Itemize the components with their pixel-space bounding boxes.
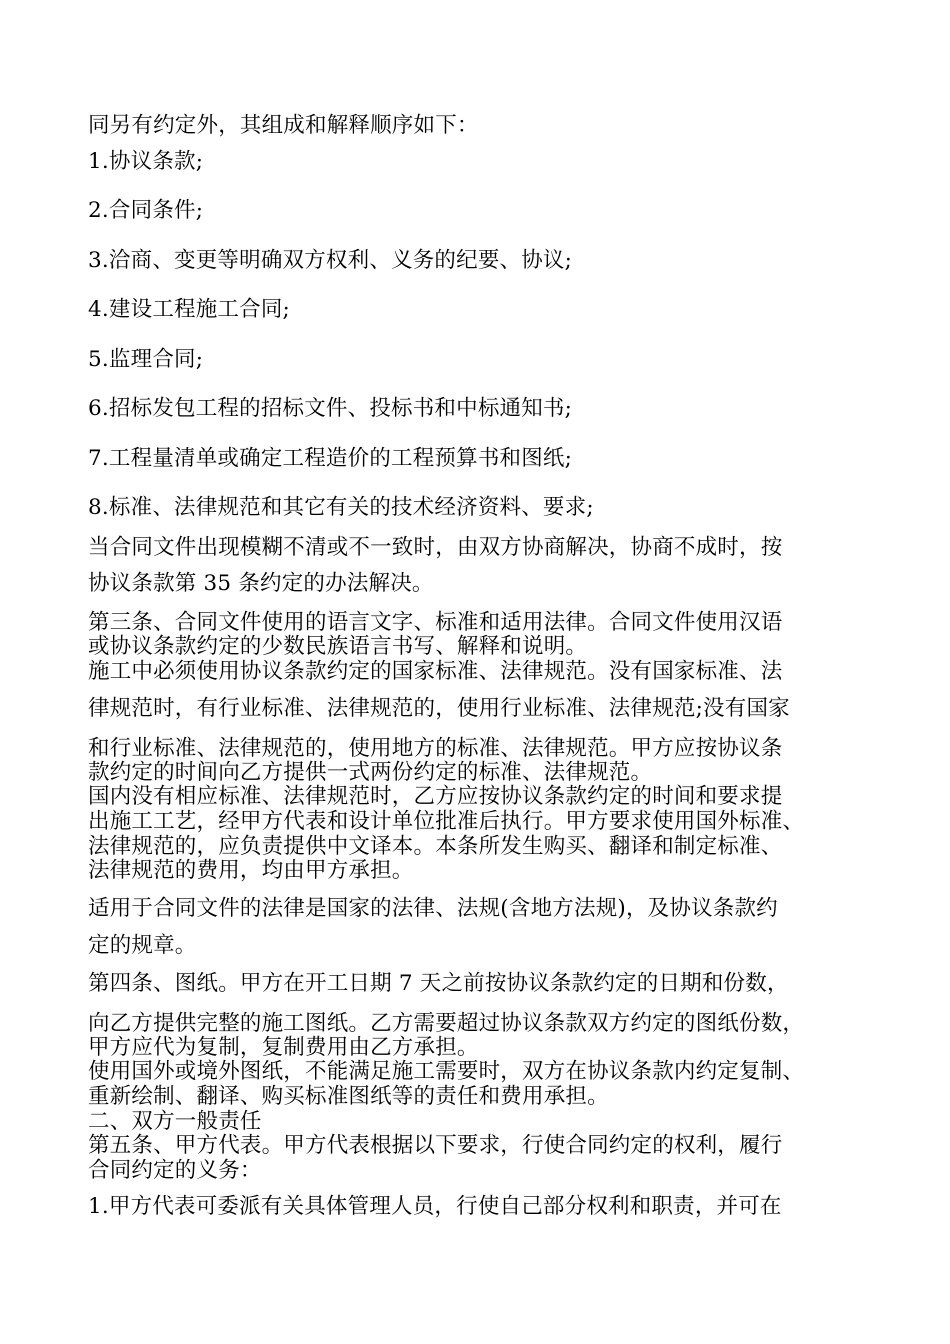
text-line: 合同约定的义务： bbox=[88, 1158, 262, 1183]
text-line: 定的规章。 bbox=[88, 933, 197, 958]
text-line: 第三条、合同文件使用的语言文字、标准和适用法律。合同文件使用汉语 bbox=[88, 610, 783, 635]
text-line: 国内没有相应标准、法律规范时，乙方应按协议条款约定的时间和要求提 bbox=[88, 784, 783, 809]
text-line: 甲方应代为复制，复制费用由乙方承担。 bbox=[88, 1035, 479, 1060]
section-heading: 二、双方一般责任 bbox=[88, 1109, 262, 1134]
text-line: 款约定的时间向乙方提供一式两份约定的标准、法律规范。 bbox=[88, 760, 653, 785]
text-line: 出施工工艺，经甲方代表和设计单位批准后执行。甲方要求使用国外标准、 bbox=[88, 809, 805, 834]
text-line: 重新绘制、翻译、购买标准图纸等的责任和费用承担。 bbox=[88, 1084, 609, 1109]
text-line: 5.监理合同; bbox=[88, 347, 204, 372]
text-line: 第四条、图纸。甲方在开工日期 7 天之前按协议条款约定的日期和份数， bbox=[88, 971, 789, 996]
text-line: 1.协议条款; bbox=[88, 149, 204, 174]
text-line: 和行业标准、法律规范的，使用地方的标准、法律规范。甲方应按协议条 bbox=[88, 736, 783, 761]
text-line: 同另有约定外，其组成和解释顺序如下： bbox=[88, 113, 479, 138]
text-line: 向乙方提供完整的施工图纸。乙方需要超过协议条款双方约定的图纸份数， bbox=[88, 1011, 805, 1036]
text-line: 法律规范的，应负责提供中文译本。本条所发生购买、翻译和制定标准、 bbox=[88, 834, 783, 859]
text-line: 法律规范的费用，均由甲方承担。 bbox=[88, 858, 414, 883]
text-line: 1.甲方代表可委派有关具体管理人员，行使自己部分权利和职责，并可在 bbox=[88, 1194, 782, 1219]
text-line: 适用于合同文件的法律是国家的法律、法规(含地方法规)，及协议条款约 bbox=[88, 896, 778, 921]
text-line: 施工中必须使用协议条款约定的国家标准、法律规范。没有国家标准、法 bbox=[88, 659, 783, 684]
text-line: 7.工程量清单或确定工程造价的工程预算书和图纸; bbox=[88, 446, 573, 471]
text-line: 当合同文件出现模糊不清或不一致时，由双方协商解决，协商不成时，按 bbox=[88, 535, 783, 560]
text-line: 或协议条款约定的少数民族语言书写、解释和说明。 bbox=[88, 634, 588, 659]
text-line: 3.洽商、变更等明确双方权利、义务的纪要、协议; bbox=[88, 248, 573, 273]
text-line: 2.合同条件; bbox=[88, 198, 204, 223]
text-line: 第五条、甲方代表。甲方代表根据以下要求，行使合同约定的权利，履行 bbox=[88, 1133, 783, 1158]
text-line: 律规范时，有行业标准、法律规范的，使用行业标准、法律规范;没有国家 bbox=[88, 696, 790, 721]
text-line: 6.招标发包工程的招标文件、投标书和中标通知书; bbox=[88, 396, 573, 421]
text-line: 4.建设工程施工合同; bbox=[88, 297, 290, 322]
text-line: 协议条款第 35 条约定的办法解决。 bbox=[88, 571, 434, 596]
text-line: 8.标准、法律规范和其它有关的技术经济资料、要求; bbox=[88, 495, 594, 520]
text-line: 使用国外或境外图纸，不能满足施工需要时，双方在协议条款内约定复制、 bbox=[88, 1059, 805, 1084]
